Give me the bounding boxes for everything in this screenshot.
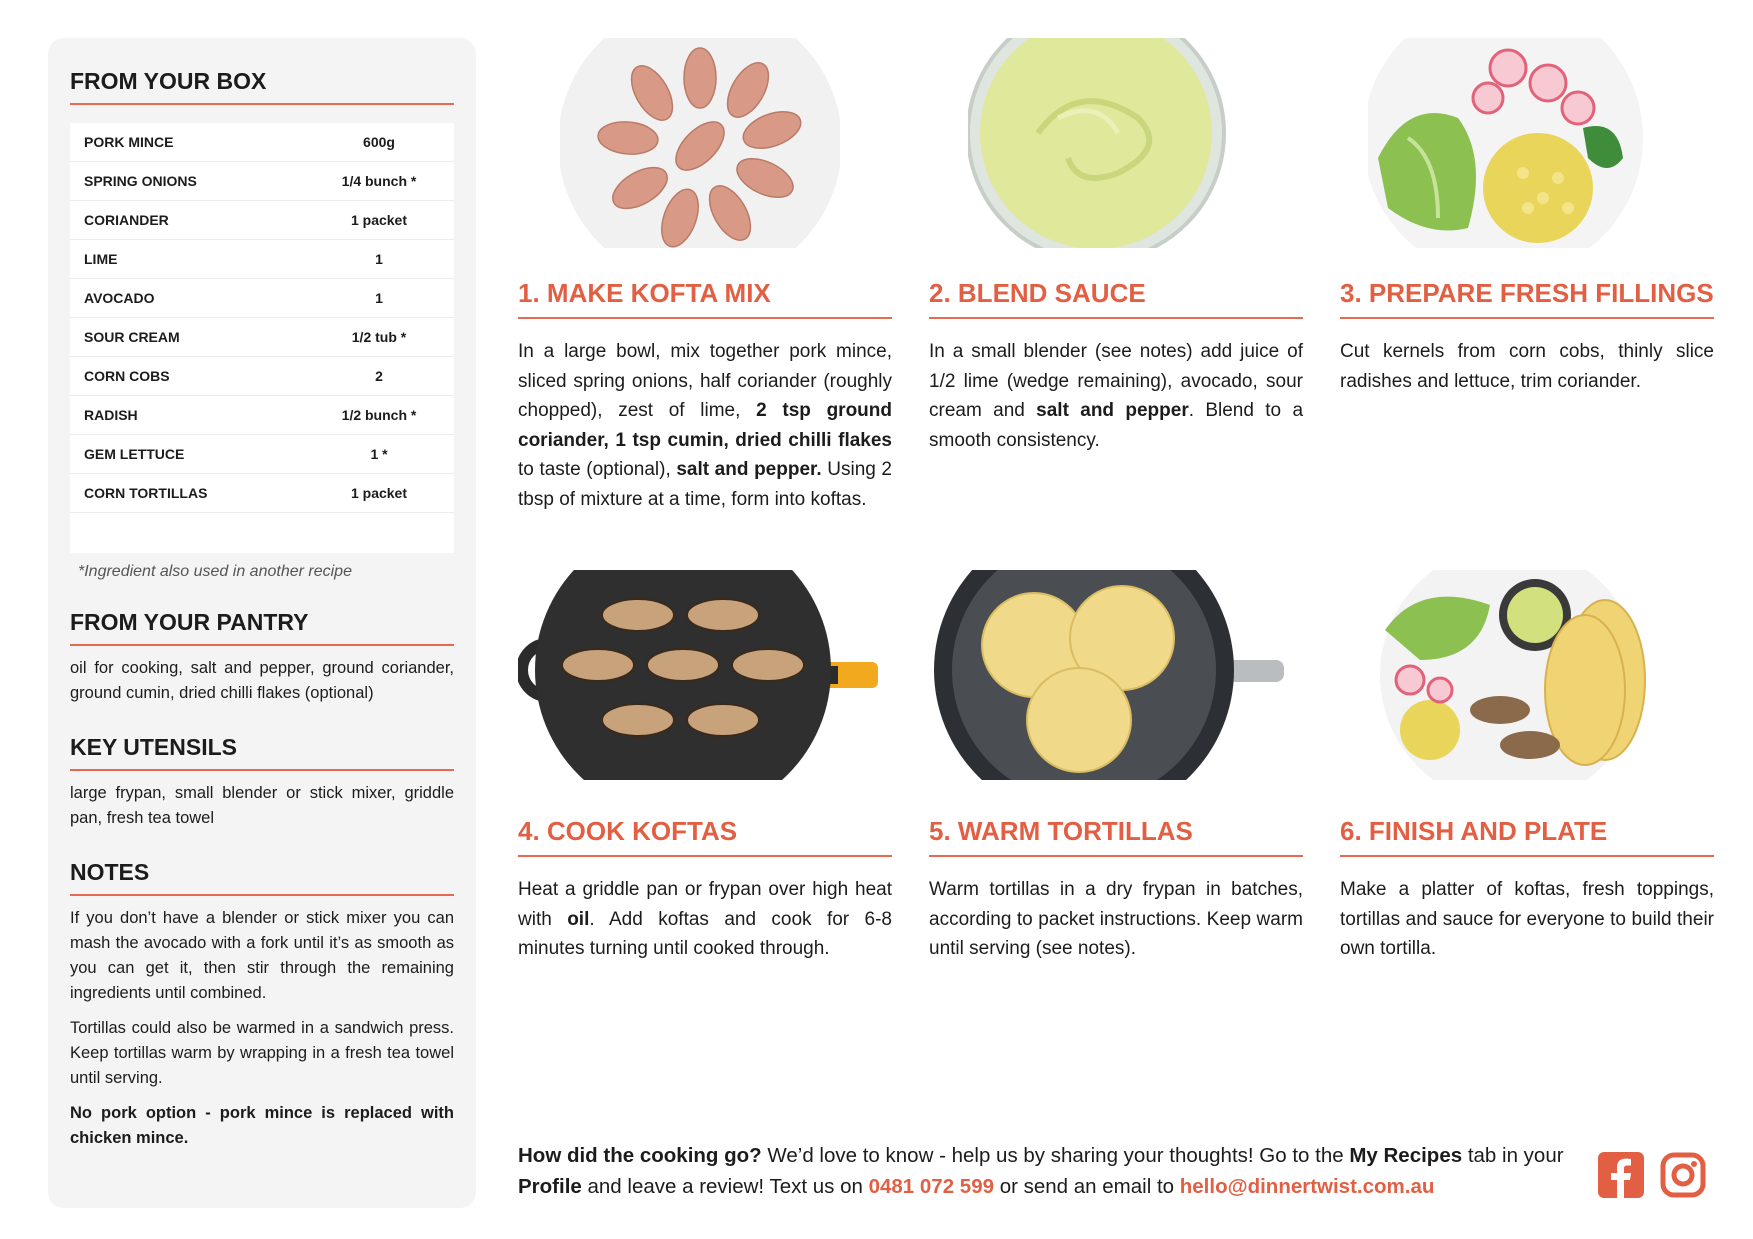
ingredient-qty: 1 [375,251,383,267]
text-run: to taste (optional), [518,459,677,480]
ingredients-sidebar [48,38,476,1208]
ingredient-name: GEM LETTUCE [84,446,185,462]
note-text: If you don’t have a blender or stick mixer you can mash the avocado with a fork until it’s as smooth as you can get it, then stir through the remaining ingredients until combined. [70,909,454,1002]
ingredient-row [70,357,454,396]
step-1 [518,278,892,514]
text-run: In a large bowl, mix together pork mince, sliced spring onions, half coriander (roughly chopped), zest of lime, [518,341,892,421]
note-text: Tortillas could also be warmed in a sandwich press. Keep tortillas warm by wrapping in a fresh tea towel until serving. [70,1019,454,1087]
fresh-fillings-photo [1368,38,1648,248]
ingredient-qty: 1/2 tub * [351,329,407,345]
step-4 [518,816,892,964]
bold-text: How did the cooking go? [518,1144,762,1167]
ingredient-name: RADISH [84,407,138,423]
step-instructions [929,337,1303,455]
step-title: 3. PREPARE FRESH FILLINGS [1340,278,1714,319]
text-run: tab in your [1462,1144,1564,1167]
kofta-mix-photo [560,38,840,248]
ingredient-name: SPRING ONIONS [84,173,197,189]
avocado-sauce-photo [968,38,1278,248]
text-run: Make a platter of koftas, fresh toppings, tortillas and sauce for everyone to build their own tortilla. [1340,879,1714,959]
step-title: 4. COOK KOFTAS [518,816,892,857]
griddle-koftas-photo [518,570,878,780]
utensils-text: large frypan, small blender or stick mixer, griddle pan, fresh tea towel [70,784,454,827]
ingredient-row [70,474,454,513]
ingredient-qty: 2 [375,368,383,384]
finished-platter-photo [1380,570,1650,780]
ingredient-qty: 1 packet [350,485,408,501]
ingredient-row [70,240,454,279]
step-title: 5. WARM TORTILLAS [929,816,1303,857]
bold-text: salt and pepper [1036,400,1189,421]
ingredient-name: CORN COBS [84,368,170,384]
step-2 [929,278,1303,455]
bold-text: 2 tsp ground coriander, 1 tsp cumin, dried chilli flakes [518,400,892,451]
bold-text: My Recipes [1349,1144,1463,1167]
ingredient-qty: 1 packet [350,212,408,228]
step-instructions [929,875,1303,964]
notes-heading: NOTES [70,859,454,896]
utensils-heading: KEY UTENSILS [70,734,454,771]
ingredients-table [70,123,454,553]
ingredient-qty: 1/2 bunch * [341,407,417,423]
ingredient-name: AVOCADO [84,290,155,306]
ingredient-qty: 1 * [370,446,388,462]
step-instructions [518,337,892,514]
utensils-section [70,734,454,831]
tortillas-pan-photo [934,570,1284,780]
text-run: . Blend to a smooth consistency. [929,400,1304,451]
notes-section [70,859,454,1151]
ingredient-row [70,396,454,435]
pantry-section [70,609,454,706]
note-text: No pork option - pork mince is replaced with chicken mince. [70,1104,454,1147]
step-instructions [1340,337,1714,396]
contact-link[interactable]: hello@dinnertwist.com.au [1179,1175,1435,1198]
text-run: Using 2 tbsp of mixture at a time, form into koftas. [518,459,893,510]
ingredient-qty: 1/4 bunch * [341,173,417,189]
ingredient-row-empty [70,513,454,553]
step-3 [1340,278,1714,396]
step-instructions [518,875,892,964]
ingredient-footnote: *Ingredient also used in another recipe [78,563,352,580]
text-run: or send an email to [994,1175,1180,1198]
bold-text: Profile [518,1175,582,1198]
text-run: Heat a griddle pan or frypan over high heat with [518,879,892,930]
ingredient-row [70,279,454,318]
pantry-heading: FROM YOUR PANTRY [70,609,454,646]
text-run: and leave a review! Text us on [581,1175,869,1198]
ingredient-name: SOUR CREAM [84,329,180,345]
box-heading: FROM YOUR BOX [70,68,454,105]
text-run: In a small blender (see notes) add juice of 1/2 lime (wedge remaining), avocado, sour cream and [929,341,1303,421]
facebook-icon[interactable] [1598,1152,1644,1198]
ingredient-row [70,162,454,201]
text-run: Cut kernels from corn cobs, thinly slice radishes and lettuce, trim coriander. [1340,341,1714,392]
ingredient-row [70,435,454,474]
ingredient-qty: 600g [363,134,395,150]
step-5 [929,816,1303,964]
step-instructions [1340,875,1714,964]
instagram-icon[interactable] [1660,1152,1706,1198]
bold-text: salt and pepper. [676,459,822,480]
ingredient-name: LIME [84,251,118,267]
text-run: Warm tortillas in a dry frypan in batches, according to packet instructions. Keep warm until serving (see notes). [929,879,1303,959]
text-run: We’d love to know - help us by sharing your thoughts! Go to the [761,1144,1350,1167]
contact-link[interactable]: 0481 072 599 [868,1175,994,1198]
ingredient-name: PORK MINCE [84,134,174,150]
ingredient-row [70,318,454,357]
step-title: 6. FINISH AND PLATE [1340,816,1714,857]
ingredient-name: CORIANDER [84,212,169,228]
step-title: 1. MAKE KOFTA MIX [518,278,892,319]
step-title: 2. BLEND SAUCE [929,278,1303,319]
step-6 [1340,816,1714,964]
ingredient-row [70,123,454,162]
bold-text: oil [567,908,590,930]
feedback-footer [518,1140,1578,1202]
ingredient-qty: 1 [375,290,383,306]
ingredient-name: CORN TORTILLAS [84,485,208,501]
text-run: . Add koftas and cook for 6-8 minutes turning until cooked through. [518,908,892,959]
ingredient-row [70,201,454,240]
pantry-text: oil for cooking, salt and pepper, ground coriander, ground cumin, dried chilli flakes (optional) [70,659,454,702]
